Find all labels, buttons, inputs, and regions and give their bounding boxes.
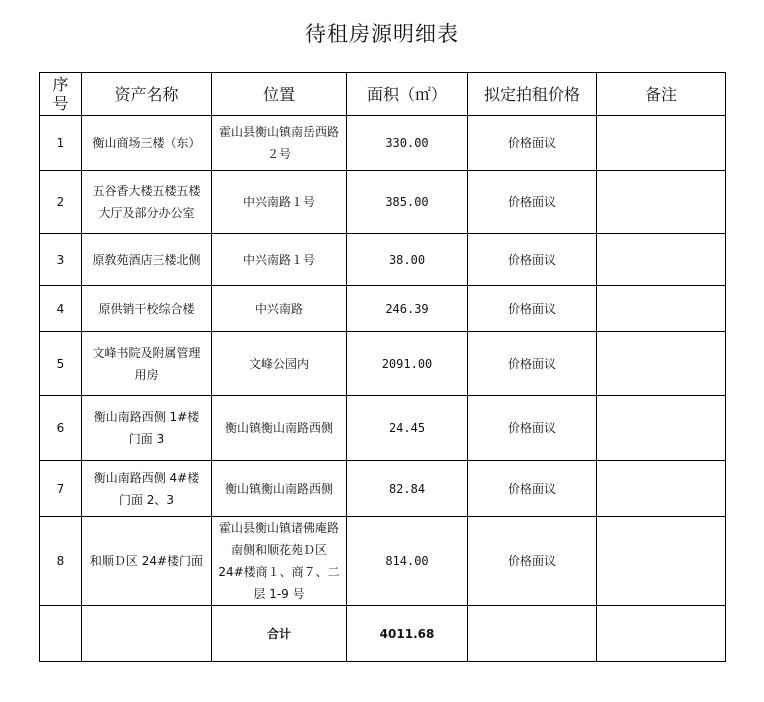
rental-listing-table [39, 72, 726, 662]
cell-area: 82.84 [347, 461, 468, 517]
cell-location: 中兴南路 [212, 286, 347, 332]
cell-seq: 5 [40, 332, 82, 396]
cell-asset-name [82, 606, 212, 662]
cell-location: 中兴南路１号 [212, 171, 347, 234]
table-row [40, 116, 726, 171]
cell-price: 价格面议 [468, 286, 597, 332]
header-remark: 备注 [597, 73, 726, 116]
header-price: 拟定拍租价格 [468, 73, 597, 116]
cell-seq [40, 606, 82, 662]
cell-location: 霍山县衡山镇诸佛庵路南侧和顺花苑Ｄ区 24#楼商１、商７、二层 1-9 号 [212, 517, 347, 606]
cell-price: 价格面议 [468, 332, 597, 396]
total-row [40, 606, 726, 662]
table-row [40, 171, 726, 234]
cell-asset-name: 衡山商场三楼（东） [82, 116, 212, 171]
cell-area: 330.00 [347, 116, 468, 171]
cell-remark [597, 234, 726, 286]
cell-area: 385.00 [347, 171, 468, 234]
cell-area: 2091.00 [347, 332, 468, 396]
cell-remark [597, 116, 726, 171]
cell-location: 衡山镇衡山南路西侧 [212, 461, 347, 517]
cell-asset-name: 原敎苑酒店三楼北侧 [82, 234, 212, 286]
cell-asset-name: 衡山南路西侧 1#楼门面 3 [82, 396, 212, 461]
table-row [40, 332, 726, 396]
cell-location: 中兴南路１号 [212, 234, 347, 286]
cell-seq: 8 [40, 517, 82, 606]
cell-asset-name: 原供销干校综合楼 [82, 286, 212, 332]
cell-seq: 4 [40, 286, 82, 332]
cell-location: 文峰公园内 [212, 332, 347, 396]
cell-price: 价格面议 [468, 171, 597, 234]
cell-remark [597, 332, 726, 396]
cell-asset-name: 文峰书院及附属管理用房 [82, 332, 212, 396]
cell-area: 24.45 [347, 396, 468, 461]
table-row [40, 517, 726, 606]
cell-remark [597, 286, 726, 332]
cell-seq: 3 [40, 234, 82, 286]
header-location: 位置 [212, 73, 347, 116]
cell-location: 衡山镇衡山南路西侧 [212, 396, 347, 461]
cell-area: 814.00 [347, 517, 468, 606]
cell-remark [597, 606, 726, 662]
cell-price: 价格面议 [468, 396, 597, 461]
header-seq: 序号 [40, 73, 82, 116]
cell-price: 价格面议 [468, 116, 597, 171]
cell-area: 38.00 [347, 234, 468, 286]
total-area: 4011.68 [347, 606, 468, 662]
cell-remark [597, 396, 726, 461]
cell-remark [597, 461, 726, 517]
cell-price: 价格面议 [468, 234, 597, 286]
cell-seq: 2 [40, 171, 82, 234]
table-row [40, 396, 726, 461]
table-row [40, 234, 726, 286]
table-header-row [40, 73, 726, 116]
total-label: 合计 [212, 606, 347, 662]
cell-location: 霍山县衡山镇南岳西路２号 [212, 116, 347, 171]
cell-seq: 7 [40, 461, 82, 517]
cell-seq: 1 [40, 116, 82, 171]
table-title: 待租房源明细表 [305, 22, 459, 46]
cell-remark [597, 171, 726, 234]
cell-remark [597, 517, 726, 606]
cell-asset-name: 和顺Ｄ区 24#楼门面 [82, 517, 212, 606]
table-row [40, 286, 726, 332]
cell-asset-name: 衡山南路西侧 4#楼门面 2、3 [82, 461, 212, 517]
cell-price: 价格面议 [468, 517, 597, 606]
table-row [40, 461, 726, 517]
cell-area: 246.39 [347, 286, 468, 332]
header-area: 面积（㎡） [347, 73, 468, 116]
cell-price: 价格面议 [468, 461, 597, 517]
cell-asset-name: 五谷香大楼五楼五楼大厅及部分办公室 [82, 171, 212, 234]
header-asset-name: 资产名称 [82, 73, 212, 116]
cell-price [468, 606, 597, 662]
cell-seq: 6 [40, 396, 82, 461]
